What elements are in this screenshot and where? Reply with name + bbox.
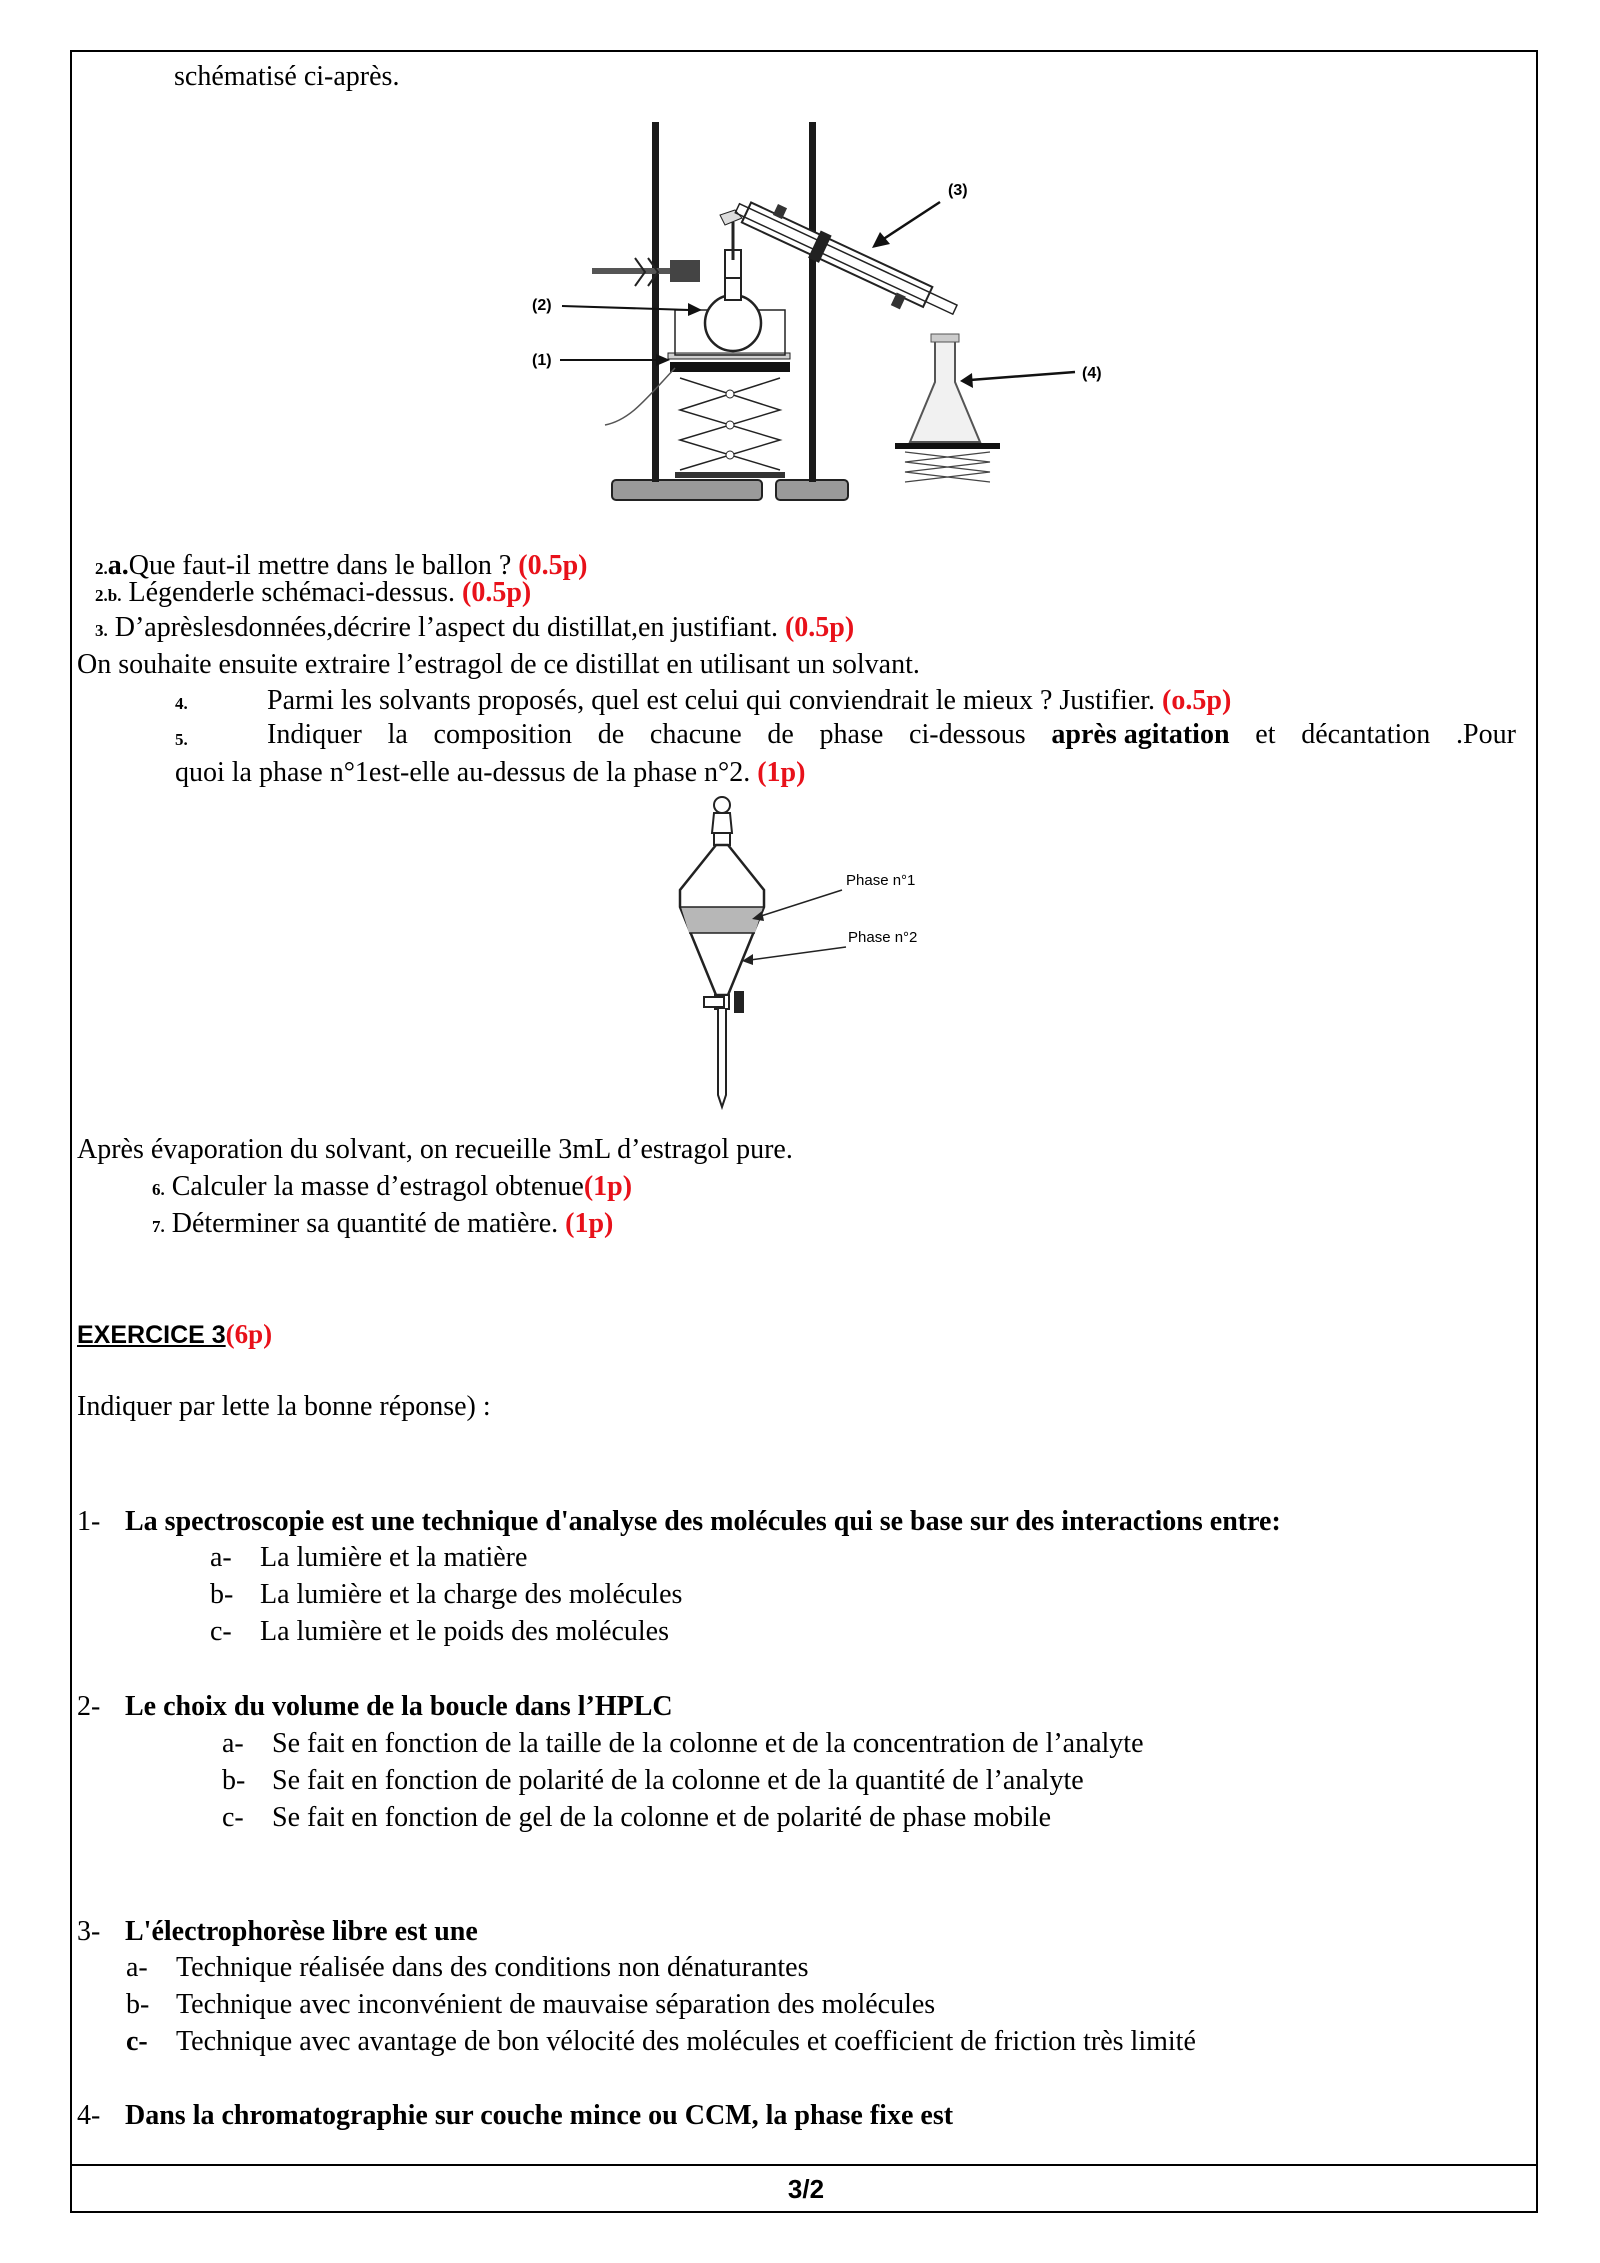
mcq-2-option-c: c- Se fait en fonction de gel de la colonne et de polarité de phase mobile — [222, 1802, 1052, 1833]
distillation-diagram — [520, 110, 1140, 510]
mcq-1-option-c: c- La lumière et le poids des molécules — [210, 1616, 669, 1647]
phase-2-label: Phase n°2 — [848, 929, 918, 946]
mcq-2-question: 2- Le choix du volume de la boucle dans l’HPLC — [77, 1691, 673, 1722]
mcq-4-question: 4- Dans la chromatographie sur couche mince ou CCM, la phase fixe est — [77, 2100, 954, 2131]
extract-line: On souhaite ensuite extraire l’estragol de ce distillat en utilisant un solvant. — [77, 649, 920, 680]
page-number: 3/2 — [787, 2174, 825, 2204]
label-1: (1) — [532, 352, 552, 369]
question-3: 3. D’aprèslesdonnées,décrire l’aspect du distillat,en justifiant. (0.5p) — [95, 612, 855, 643]
mcq-3-question: 3- L'électrophorèse libre est une — [77, 1916, 478, 1947]
question-6: 6. Calculer la masse d’estragol obtenue(1p) — [152, 1171, 633, 1202]
mcq-3-option-b: b- Technique avec inconvénient de mauvaise séparation des molécules — [126, 1989, 936, 2020]
exercise-3-heading: EXERCICE 3(6p) — [77, 1319, 273, 1349]
question-4-num: 4. — [175, 694, 188, 713]
question-2a: 2.a.Que faut-il mettre dans le ballon ? (0.5p) — [95, 550, 588, 581]
phase-1-label: Phase n°1 — [846, 872, 916, 889]
question-5-line2: quoi la phase n°1est-elle au-dessus de la phase n°2. (1p) — [175, 757, 806, 788]
exercise-3-instruction: Indiquer par lette la bonne réponse) : — [77, 1391, 491, 1422]
mcq-1-option-a: a- La lumière et la matière — [210, 1542, 528, 1573]
label-2: (2) — [532, 297, 552, 314]
intro-line: schématisé ci-après. — [174, 61, 400, 92]
evaporation-line: Après évaporation du solvant, on recueille 3mL d’estragol pure. — [77, 1134, 793, 1165]
question-7: 7. Déterminer sa quantité de matière. (1p) — [152, 1208, 614, 1239]
mcq-2-option-b: b- Se fait en fonction de polarité de la colonne et de la quantité de l’analyte — [222, 1765, 1084, 1796]
question-5-num: 5. — [175, 730, 188, 749]
mcq-1-option-b: b- La lumière et la charge des molécules — [210, 1579, 683, 1610]
question-2b: 2.b. Légenderle schémaci-dessus. (0.5p) — [95, 577, 532, 608]
mcq-2-option-a: a- Se fait en fonction de la taille de la colonne et de la concentration de l’analyte — [222, 1728, 1144, 1759]
question-4: Parmi les solvants proposés, quel est celui qui conviendrait le mieux ? Justifier. (o.5p) — [267, 685, 1232, 716]
separatory-funnel-diagram — [660, 795, 960, 1125]
question-5-line1: Indiquer la composition de chacune de phase ci-dessous après agitation et décantation .Pour — [267, 719, 1516, 750]
mcq-3-option-c: c- Technique avec avantage de bon vélocité des molécules et coefficient de friction très limité — [126, 2026, 1196, 2057]
footer-divider — [70, 2164, 1538, 2166]
mcq-1-question: 1- La spectroscopie est une technique d'analyse des molécules qui se base sur des interactions entre: — [77, 1506, 1281, 1537]
mcq-3-option-a: a- Technique réalisée dans des conditions non dénaturantes — [126, 1952, 809, 1983]
label-4: (4) — [1082, 365, 1102, 382]
label-3: (3) — [948, 182, 968, 199]
